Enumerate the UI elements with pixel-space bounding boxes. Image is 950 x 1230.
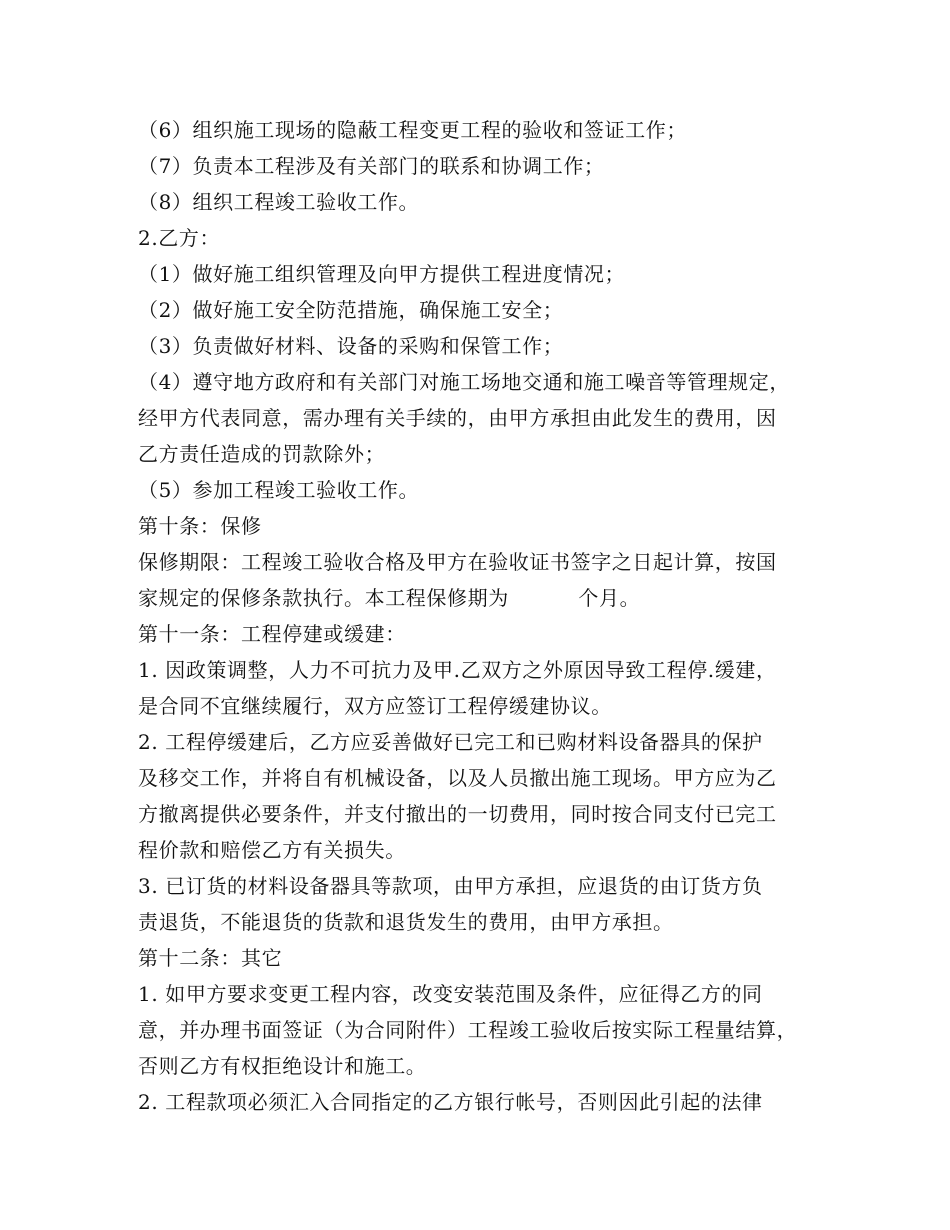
article-heading: 第十一条：工程停建或缓建： xyxy=(138,622,406,646)
text-line: （7）负责本工程涉及有关部门的联系和协调工作； xyxy=(138,154,605,178)
text-line: 方撤离提供必要条件，并支付撤出的一切费用，同时按合同支付已完工 xyxy=(138,802,777,826)
document-body xyxy=(138,112,818,1120)
text-line: （1）做好施工组织管理及向甲方提供工程进度情况； xyxy=(138,262,626,286)
text-line: 1. 如甲方要求变更工程内容，改变安装范围及条件，应征得乙方的同 xyxy=(138,982,763,1006)
text-line: 及移交工作，并将自有机械设备，以及人员撤出施工现场。甲方应为乙 xyxy=(138,766,777,790)
text-line: （5）参加工程竣工验收工作。 xyxy=(138,478,420,502)
text-line: 否则乙方有权拒绝设计和施工。 xyxy=(138,1054,427,1078)
text-line: （8）组织工程竣工验收工作。 xyxy=(138,190,420,214)
article-heading: 第十二条：其它 xyxy=(138,946,283,970)
text-line: （4）遵守地方政府和有关部门对施工场地交通和施工噪音等管理规定， xyxy=(138,370,790,394)
text-line: 保修期限：工程竣工验收合格及甲方在验收证书签字之日起计算，按国 xyxy=(138,550,777,574)
text-line: 责退货，不能退货的货款和退货发生的费用，由甲方承担。 xyxy=(138,910,674,934)
section-heading: 2.乙方： xyxy=(138,226,221,250)
article-heading: 第十条：保修 xyxy=(138,514,262,538)
text-line: 乙方责任造成的罚款除外； xyxy=(138,442,386,466)
text-line: 经甲方代表同意，需办理有关手续的，由甲方承担由此发生的费用，因 xyxy=(138,406,777,430)
text-line: 家规定的保修条款执行。本工程保修期为 个月。 xyxy=(138,586,641,610)
text-line: 2. 工程停缓建后，乙方应妥善做好已完工和已购材料设备器具的保护 xyxy=(138,730,763,754)
text-line: （2）做好施工安全防范措施，确保施工安全； xyxy=(138,298,564,322)
text-line: （3）负责做好材料、设备的采购和保管工作； xyxy=(138,334,564,358)
text-line: 2. 工程款项必须汇入合同指定的乙方银行帐号，否则因此引起的法律 xyxy=(138,1090,763,1114)
text-line: 是合同不宜继续履行，双方应签订工程停缓建协议。 xyxy=(138,694,612,718)
text-line: 意，并办理书面签证（为合同附件）工程竣工验收后按实际工程量结算， xyxy=(138,1018,798,1042)
text-line: 1. 因政策调整，人力不可抗力及甲.乙双方之外原因导致工程停.缓建， xyxy=(138,658,777,682)
text-line: 程价款和赔偿乙方有关损失。 xyxy=(138,838,406,862)
text-line: 3. 已订货的材料设备器具等款项，由甲方承担，应退货的由订货方负 xyxy=(138,874,763,898)
text-line: （6）组织施工现场的隐蔽工程变更工程的验收和签证工作； xyxy=(138,118,687,142)
